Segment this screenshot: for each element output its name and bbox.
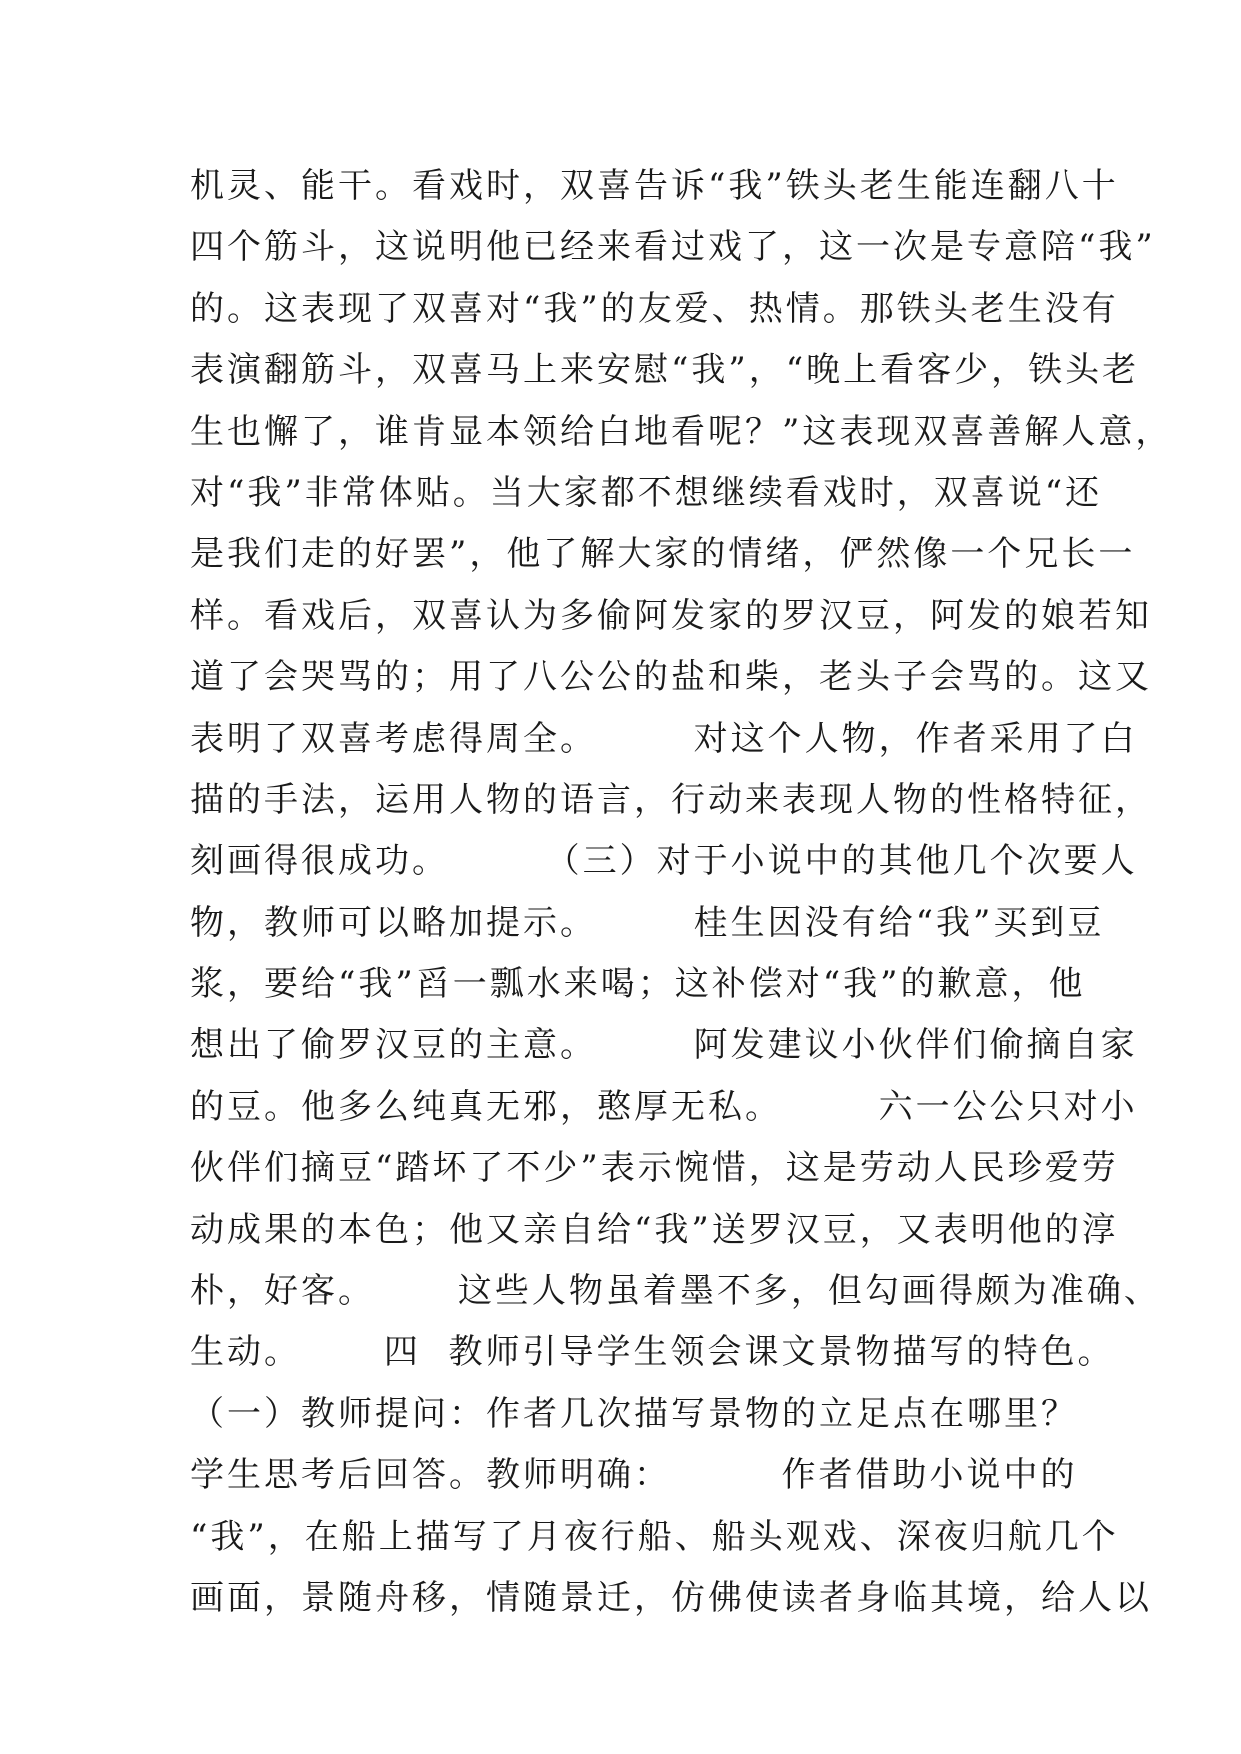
text-line: 物，教师可以略加提示。 桂生因没有给“我”买到豆 bbox=[190, 902, 1105, 943]
text-line: 伙伴们摘豆“踏坏了不少”表示惋惜，这是劳动人民珍爱劳 bbox=[190, 1148, 1119, 1189]
text-line: （一）教师提问：作者几次描写景物的立足点在哪里？ bbox=[190, 1393, 1078, 1434]
text-line: 表明了双喜考虑得周全。 对这个人物，作者采用了白 bbox=[190, 718, 1138, 759]
text-line: 动成果的本色；他又亲自给“我”送罗汉豆，又表明他的淳 bbox=[190, 1209, 1119, 1250]
text-line: 学生思考后回答。教师明确： 作者借助小说中的 bbox=[190, 1455, 1078, 1496]
text-line: 表演翻筋斗，双喜马上来安慰“我”，“晚上看客少，铁头老 bbox=[190, 350, 1140, 391]
text-line: 四个筋斗，这说明他已经来看过戏了，这一次是专意陪“我” bbox=[190, 227, 1156, 268]
text-line: 的。这表现了双喜对“我”的友爱、热情。那铁头老生没有 bbox=[190, 288, 1119, 329]
text-line: 是我们走的好罢”，他了解大家的情绪，俨然像一个兄长一 bbox=[190, 534, 1136, 575]
text-line: 生动。 四 教师引导学生领会课文景物描写的特色。 bbox=[190, 1332, 1115, 1373]
text-line: 道了会哭骂的；用了八公公的盐和柴，老头子会骂的。这又 bbox=[190, 657, 1152, 698]
text-line: 的豆。他多么纯真无邪，憨厚无私。 六一公公只对小 bbox=[190, 1086, 1138, 1127]
text-line: 描的手法，运用人物的语言，行动来表现人物的性格特征， bbox=[190, 779, 1152, 820]
text-line: 想出了偷罗汉豆的主意。 阿发建议小伙伴们偷摘自家 bbox=[190, 1025, 1138, 1066]
text-line: 朴，好客。 这些人物虽着墨不多，但勾画得颇为准确、 bbox=[190, 1271, 1161, 1312]
text-line: 生也懈了，谁肯显本领给白地看呢？”这表现双喜善解人意， bbox=[190, 411, 1173, 452]
body-text bbox=[190, 156, 1173, 1629]
text-line: 对“我”非常体贴。当大家都不想继续看戏时，双喜说“还 bbox=[190, 472, 1103, 513]
text-line: 浆，要给“我”舀一瓢水来喝；这补偿对“我”的歉意，他 bbox=[190, 964, 1086, 1005]
text-line: “我”，在船上描写了月夜行船、船头观戏、深夜归航几个 bbox=[190, 1516, 1119, 1557]
text-line: 机灵、能干。看戏时，双喜告诉“我”铁头老生能连翻八十 bbox=[190, 166, 1119, 206]
text-line: 样。看戏后，双喜认为多偷阿发家的罗汉豆，阿发的娘若知 bbox=[190, 595, 1152, 636]
text-line: 刻画得很成功。 （三）对于小说中的其他几个次要人 bbox=[190, 841, 1138, 882]
text-line: 画面，景随舟移，情随景迁，仿佛使读者身临其境，给人以 bbox=[190, 1577, 1152, 1618]
